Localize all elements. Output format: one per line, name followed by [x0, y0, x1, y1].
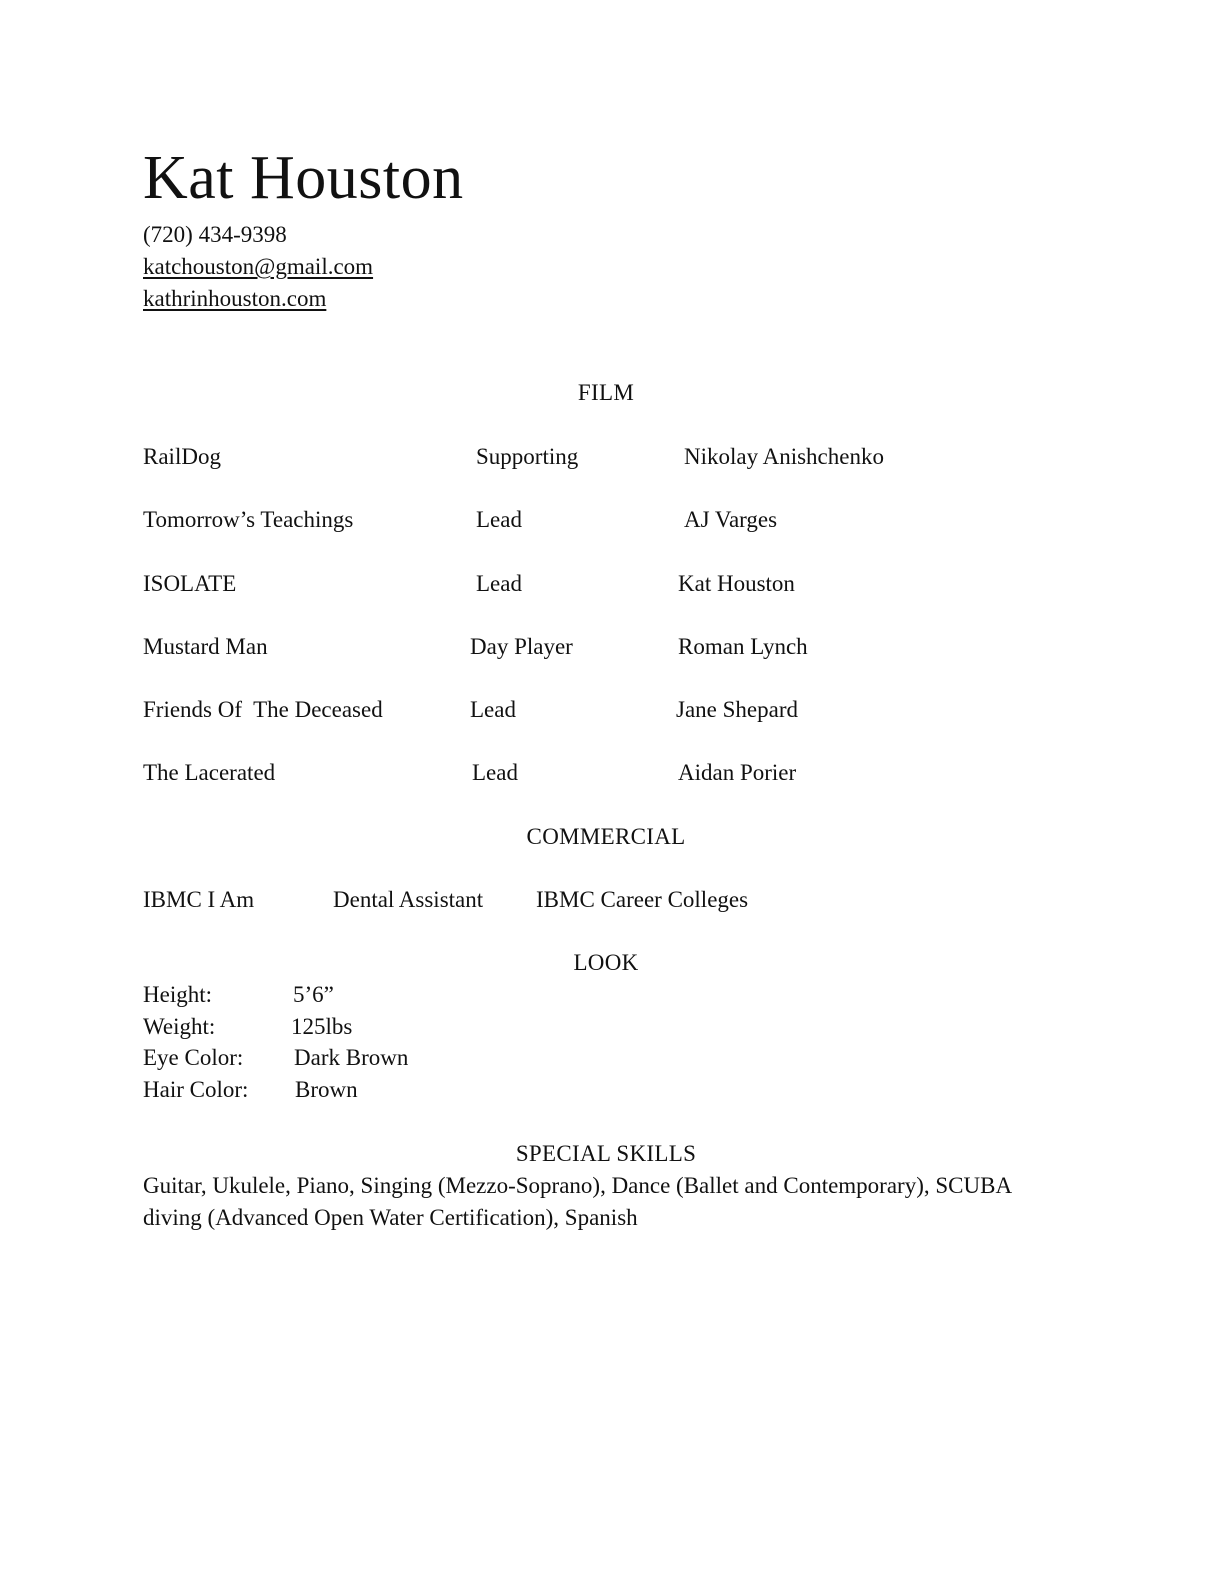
- commercial-heading: COMMERCIAL: [526, 824, 686, 849]
- film-title: ISOLATE: [143, 571, 237, 596]
- look-label-height: Height:: [143, 982, 212, 1007]
- film-heading: FILM: [577, 380, 635, 405]
- look-label-weight: Weight:: [143, 1014, 216, 1039]
- film-director: Kat Houston: [678, 571, 795, 596]
- film-title: RailDog: [143, 444, 221, 469]
- commercial-title: IBMC I Am: [143, 887, 255, 912]
- look-label-eye-color: Eye Color:: [143, 1045, 244, 1070]
- film-role: Lead: [472, 760, 518, 785]
- film-director: Nikolay Anishchenko: [684, 444, 884, 469]
- look-value-eye-color: Dark Brown: [294, 1045, 409, 1070]
- commercial-role: Dental Assistant: [333, 887, 484, 912]
- phone-number: (720) 434-9398: [143, 222, 287, 247]
- website-link-wrapper: [143, 283, 326, 315]
- website-link[interactable]: kathrinhouston.com: [143, 286, 327, 311]
- look-label-hair-color: Hair Color:: [143, 1077, 249, 1102]
- film-role: Lead: [476, 507, 522, 532]
- special-skills-heading: SPECIAL SKILLS: [515, 1141, 697, 1166]
- film-title: Friends Of The Deceased: [143, 697, 383, 722]
- film-director: AJ Varges: [684, 507, 778, 532]
- email-link-wrapper: [143, 251, 373, 283]
- look-heading: LOOK: [573, 950, 639, 975]
- film-director: Roman Lynch: [678, 634, 808, 659]
- film-role: Lead: [470, 697, 516, 722]
- film-role: Lead: [476, 571, 522, 596]
- film-role: Supporting: [476, 444, 579, 469]
- film-director: Aidan Porier: [678, 760, 797, 785]
- look-value-weight: 125lbs: [291, 1014, 353, 1039]
- film-title: Tomorrow’s Teachings: [143, 507, 354, 532]
- email-link[interactable]: katchouston@gmail.com: [143, 254, 374, 279]
- film-title: Mustard Man: [143, 634, 268, 659]
- resume-name: Kat Houston: [143, 144, 464, 212]
- look-value-hair-color: Brown: [295, 1077, 358, 1102]
- special-skills-text: Guitar, Ukulele, Piano, Singing (Mezzo-Soprano), Dance (Ballet and Contemporary), SCUBA diving (Advanced Open Water Certification), Spanish: [143, 1173, 1011, 1230]
- film-title: The Lacerated: [143, 760, 276, 785]
- film-director: Jane Shepard: [676, 697, 798, 722]
- look-value-height: 5’6”: [293, 982, 334, 1007]
- film-role: Day Player: [470, 634, 573, 659]
- commercial-company: IBMC Career Colleges: [536, 887, 749, 912]
